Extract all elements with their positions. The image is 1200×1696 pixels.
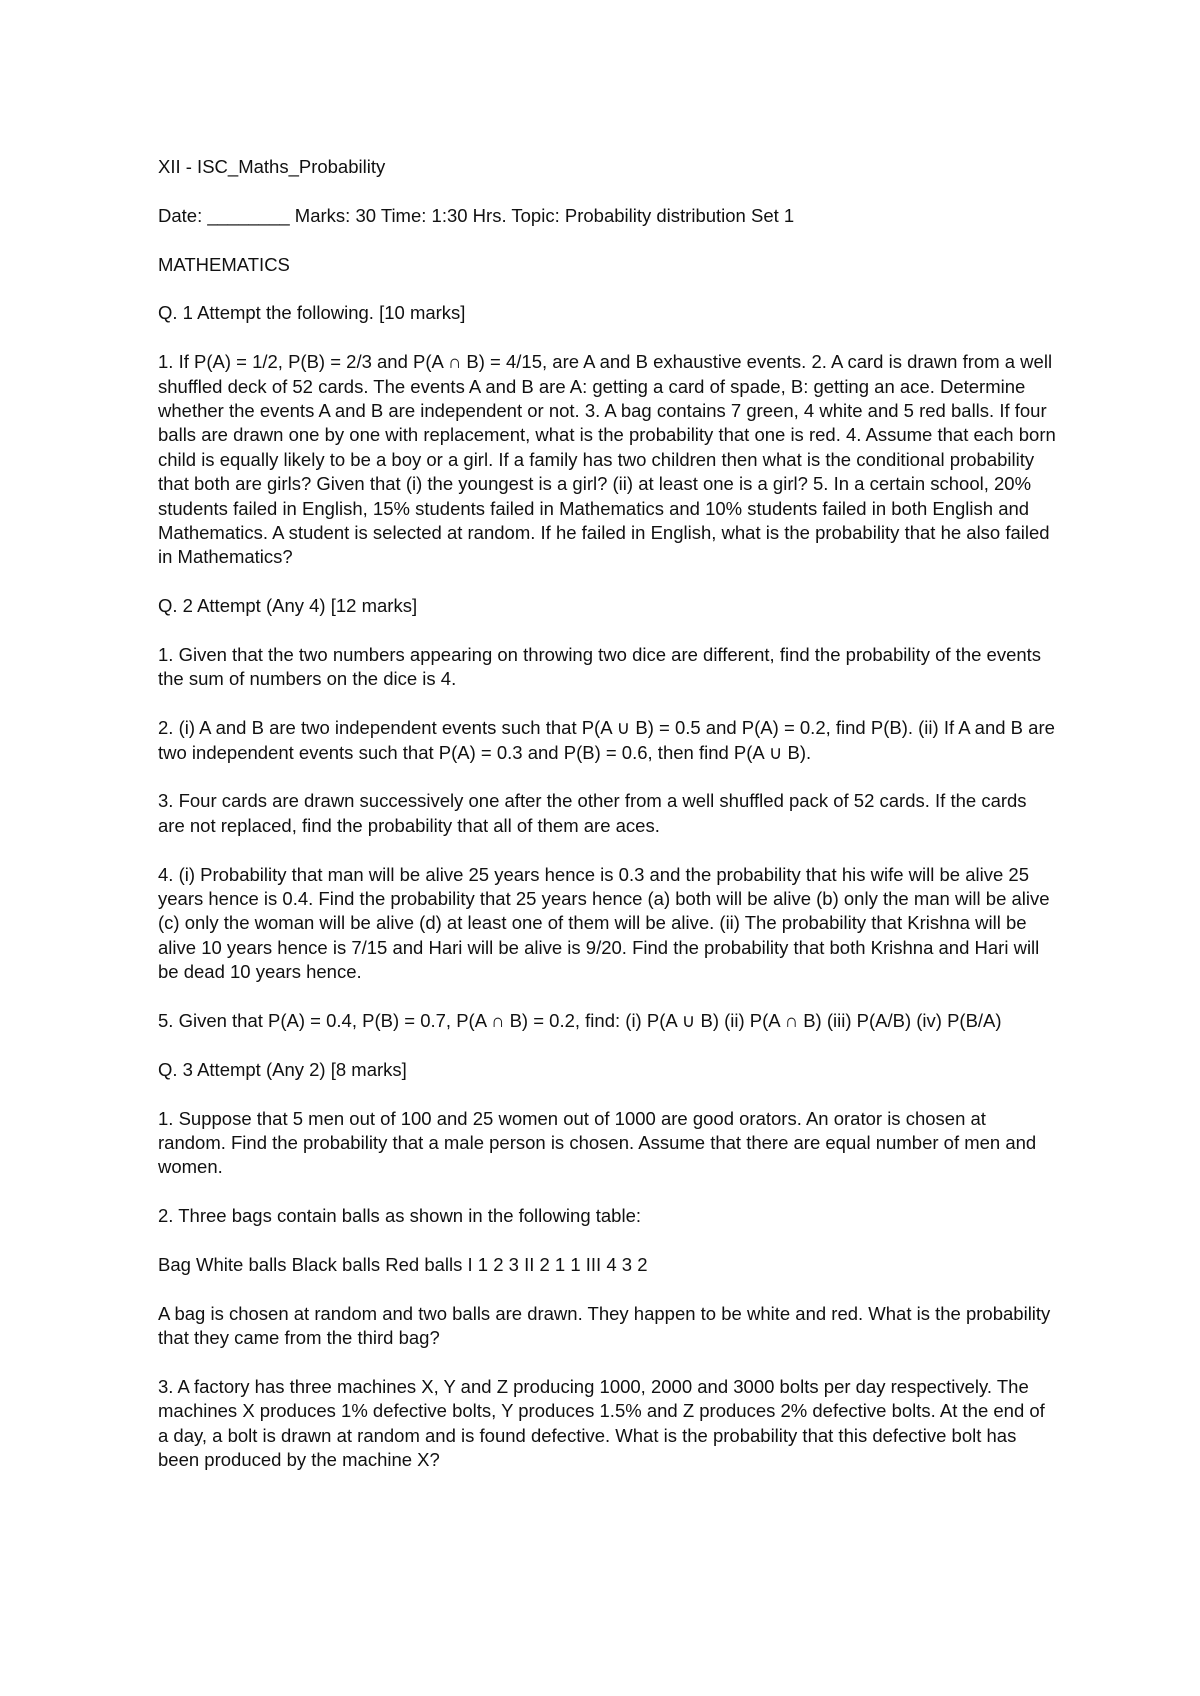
q2-heading: Q. 2 Attempt (Any 4) [12 marks] xyxy=(158,595,418,617)
q3-item-3: 3. A factory has three machines X, Y and Z producing 1000, 2000 and 3000 bolts per day respectively. The machines X produces 1% defective bolts, Y produces 1.5% and Z produces 2% defective bolts. At the end of a day, a bolt is drawn at random and is found defective. What is the probability that this defective bolt has been produced by the machine X? xyxy=(158,1376,1045,1471)
q1-heading: Q. 1 Attempt the following. [10 marks] xyxy=(158,302,466,324)
q1-body: 1. If P(A) = 1/2, P(B) = 2/3 and P(A ∩ B) = 4/15, are A and B exhaustive events. 2. A card is drawn from a well shuffled deck of 52 cards. The events A and B are A: getting a card of spade, B: getting an ace. Determine whether the events A and B are independent or not. 3. A bag contains 7 green, 4 white and 5 red balls. If four balls are drawn one by one with replacement, what is the probability that one is red. 4. Assume that each born child is equally likely to be a boy or a girl. If a family has two children then what is the conditional probability that both are girls? Given that (i) the youngest is a girl? (ii) at least one is a girl? 5. In a certain school, 20% students failed in English, 15% students failed in Mathematics and 10% students failed in both English and Mathematics. A student is selected at random. If he failed in English, what is the probability that he also failed in Mathematics? xyxy=(158,351,1056,568)
q2-item-4: 4. (i) Probability that man will be alive 25 years hence is 0.3 and the probability that his wife will be alive 25 years hence is 0.4. Find the probability that 25 years hence (a) both will be alive (b) only the man will be alive (c) only the woman will be alive (d) at least one of them will be alive. (ii) The probability that Krishna will be alive 10 years hence is 7/15 and Hari will be alive is 9/20. Find the probability that both Krishna and Hari will be dead 10 years hence. xyxy=(158,863,1050,983)
q2-item-3: 3. Four cards are drawn successively one after the other from a well shuffled pack of 52 cards. If the cards are not replaced, find the probability that all of them are aces. xyxy=(158,790,1027,836)
q2-item-1: 1. Given that the two numbers appearing on throwing two dice are different, find the probability of the events the sum of numbers on the dice is 4. xyxy=(158,644,1042,690)
subject-heading: MATHEMATICS xyxy=(158,253,290,275)
q3-item-1: 1. Suppose that 5 men out of 100 and 25 women out of 1000 are good orators. An orator is chosen at random. Find the probability that a male person is chosen. Assume that there are equal number of men and women. xyxy=(158,1107,1037,1178)
q2-item-5: 5. Given that P(A) = 0.4, P(B) = 0.7, P(A ∩ B) = 0.2, find: (i) P(A ∪ B) (ii) P(A ∩ B) (iii) P(A/B) (iv) P(B/A) xyxy=(158,1010,1002,1032)
exam-meta-line: Date: ________ Marks: 30 Time: 1:30 Hrs. Topic: Probability distribution Set 1 xyxy=(158,204,795,226)
document-page xyxy=(158,155,1058,1497)
q3-bag-table-text: Bag White balls Black balls Red balls I 1 2 3 II 2 1 1 III 4 3 2 xyxy=(158,1254,648,1276)
q3-heading: Q. 3 Attempt (Any 2) [8 marks] xyxy=(158,1058,407,1080)
q3-item-2: 2. Three bags contain balls as shown in the following table: xyxy=(158,1205,642,1227)
document-title: XII - ISC_Maths_Probability xyxy=(158,156,386,177)
q2-item-2: 2. (i) A and B are two independent events such that P(A ∪ B) = 0.5 and P(A) = 0.2, find P(B). (ii) If A and B are two independent events such that P(A) = 0.3 and P(B) = 0.6, then find P(A ∪ B). xyxy=(158,717,1055,763)
q3-item-2-continued: A bag is chosen at random and two balls are drawn. They happen to be white and red. What is the probability that they came from the third bag? xyxy=(158,1302,1051,1349)
